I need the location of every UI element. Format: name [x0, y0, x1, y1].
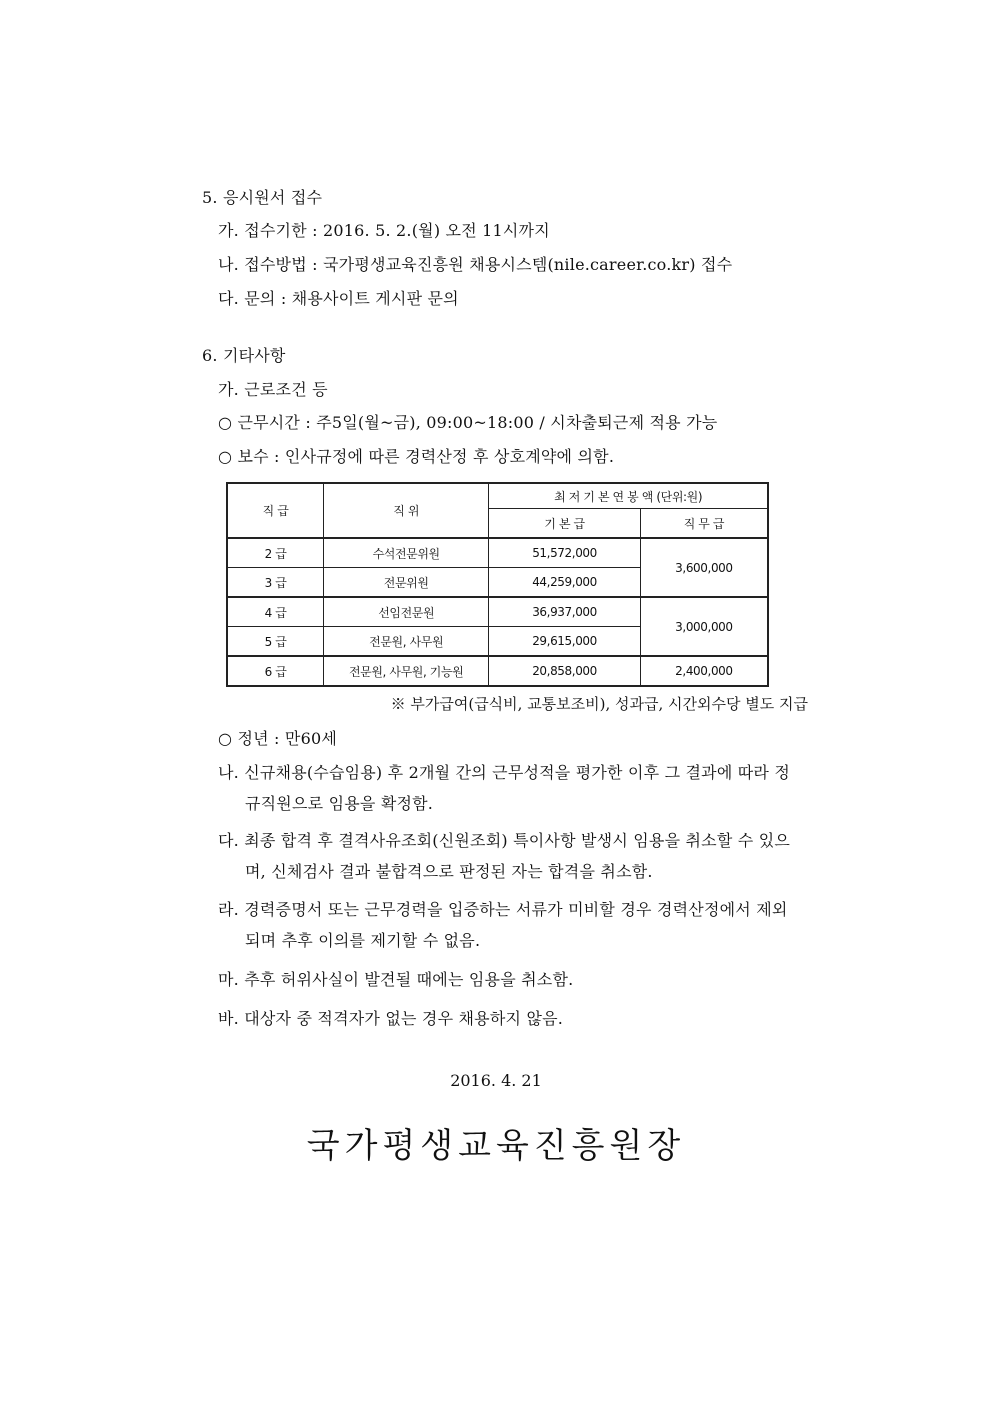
table-row — [227, 538, 768, 568]
grade-cell: 5 급 — [227, 627, 324, 657]
retirement-item: ○ 정년 : 만60세 — [218, 729, 337, 748]
header-position: 직 위 — [324, 483, 489, 538]
section-6-heading: 6. 기타사항 — [202, 346, 286, 365]
salary-table — [226, 482, 769, 687]
grade-cell: 6 급 — [227, 656, 324, 686]
position-cell: 전문위원 — [324, 568, 489, 598]
deadline-item: 가. 접수기한 : 2016. 5. 2.(월) 오전 11시까지 — [218, 221, 550, 240]
clause-b-line1: 나. 신규채용(수습임용) 후 2개월 간의 근무성적을 평가한 이후 그 결과에 따라 정 — [218, 763, 791, 782]
position-cell: 선임전문원 — [324, 597, 489, 627]
section-5-heading: 5. 응시원서 접수 — [202, 188, 323, 207]
work-conditions-item: 가. 근로조건 등 — [218, 380, 328, 399]
work-hours-item: ○ 근무시간 : 주5일(월~금), 09:00~18:00 / 시차출퇴근제 적용 가능 — [218, 413, 718, 432]
header-grade: 직 급 — [227, 483, 324, 538]
salary-item: ○ 보수 : 인사규정에 따른 경력산정 후 상호계약에 의함. — [218, 447, 615, 466]
clause-b-line2: 규직원으로 임용을 확정함. — [245, 794, 434, 813]
position-cell: 수석전문위원 — [324, 538, 489, 568]
signature-title: 국가평생교육진흥원장 — [306, 1126, 686, 1166]
duty-pay-cell: 3,000,000 — [640, 597, 768, 656]
clause-e: 마. 추후 허위사실이 발견될 때에는 임용을 취소함. — [218, 970, 574, 989]
document-date: 2016. 4. 21 — [450, 1071, 542, 1090]
header-min-salary: 최 저 기 본 연 봉 액 (단위:원) — [489, 483, 768, 509]
table-row — [227, 656, 768, 686]
base-pay-cell: 51,572,000 — [489, 538, 641, 568]
header-duty-pay: 직 무 급 — [640, 509, 768, 539]
duty-pay-cell: 3,600,000 — [640, 538, 768, 597]
clause-c-line1: 다. 최종 합격 후 결격사유조회(신원조회) 특이사항 발생시 임용을 취소할 수 있으 — [218, 831, 791, 850]
grade-cell: 2 급 — [227, 538, 324, 568]
table-row — [227, 597, 768, 627]
position-cell: 전문원, 사무원, 기능원 — [324, 656, 489, 686]
table-note: ※ 부가급여(급식비, 교통보조비), 성과급, 시간외수당 별도 지급 — [390, 695, 808, 713]
base-pay-cell: 20,858,000 — [489, 656, 641, 686]
base-pay-cell: 36,937,000 — [489, 597, 641, 627]
header-base-pay: 기 본 급 — [489, 509, 641, 539]
grade-cell: 3 급 — [227, 568, 324, 598]
clause-f: 바. 대상자 중 적격자가 없는 경우 채용하지 않음. — [218, 1009, 564, 1028]
grade-cell: 4 급 — [227, 597, 324, 627]
base-pay-cell: 44,259,000 — [489, 568, 641, 598]
position-cell: 전문원, 사무원 — [324, 627, 489, 657]
inquiry-item: 다. 문의 : 채용사이트 게시판 문의 — [218, 289, 459, 308]
duty-pay-cell: 2,400,000 — [640, 656, 768, 686]
clause-c-line2: 며, 신체검사 결과 불합격으로 판정된 자는 합격을 취소함. — [245, 862, 653, 881]
clause-d-line2: 되며 추후 이의를 제기할 수 없음. — [245, 931, 481, 950]
clause-d-line1: 라. 경력증명서 또는 근무경력을 입증하는 서류가 미비할 경우 경력산정에서 제외 — [218, 900, 788, 919]
base-pay-cell: 29,615,000 — [489, 627, 641, 657]
method-item: 나. 접수방법 : 국가평생교육진흥원 채용시스템(nile.career.co.kr) 접수 — [218, 255, 733, 274]
